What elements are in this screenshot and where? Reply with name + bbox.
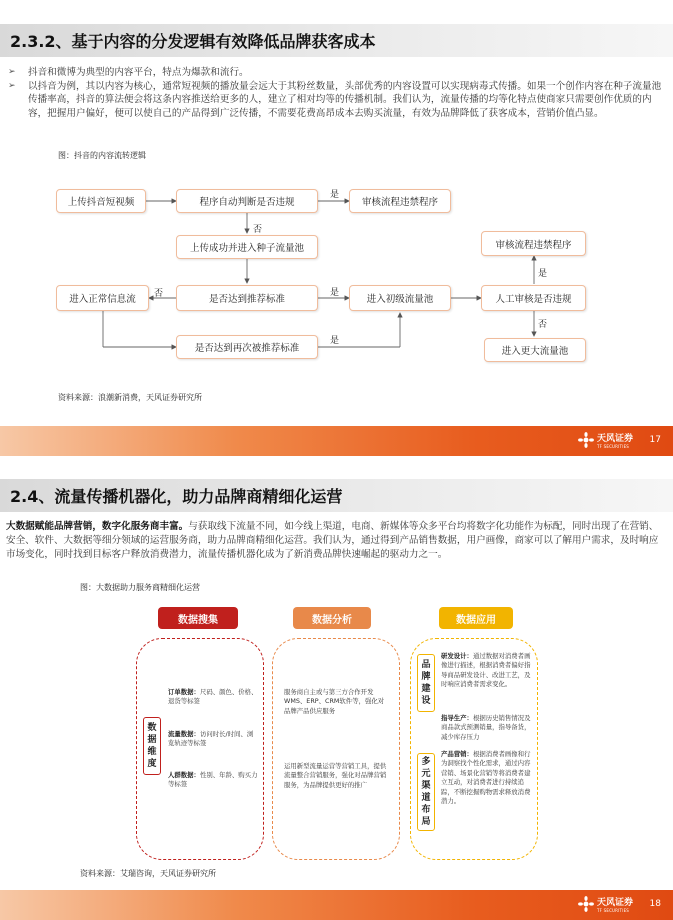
flow-label-yes: 是 (538, 269, 548, 279)
logo-subtitle: TF SECURITIES (596, 908, 630, 913)
page-number: 17 (649, 435, 661, 445)
flow-label-no: 否 (538, 320, 548, 330)
flow-node-upload: 上传抖音短视频 (56, 189, 146, 213)
report-page-18 (0, 460, 673, 920)
flow-node-review-2: 审核流程违禁程序 (481, 231, 586, 256)
apply-channel-label: 多元渠道布局 (417, 753, 435, 831)
flow-node-primary-pool: 进入初级流量池 (349, 285, 451, 311)
flow-node-recommend: 是否达到推荐标准 (176, 285, 318, 311)
apply-item-marketing: 产品营销：根据消费者画像和行为洞察找个性化需求，通过内容营销、场景化营销等将消费者建立互动，对消费者进行持续追踪，不断挖掘购物需求释放消费潜力。 (441, 750, 531, 806)
column-header-collect: 数据搜集 (158, 607, 238, 629)
logo-name: 天风证券 (596, 898, 633, 908)
body-paragraph (6, 520, 664, 561)
bullet-list (6, 66, 662, 120)
flow-node-review: 审核流程违禁程序 (349, 189, 451, 213)
flow-label-no: 否 (253, 225, 263, 235)
logo-name: 天风证券 (596, 434, 633, 444)
para-body: 与获取线下流量不同，如今线上渠道，电商、新媒体等众多平台均将数字化功能作为标配，同时出现了在营销、安全、软件、大数据等细分领域的运营服务商，助力品牌商精细化运营。我们认为，通过得到产品销售数据，用户画像，商家可以了解用户需求，及时响应市场变化，同时找到目标客户释放消费潜力，流量传播机器化成为了新消费品牌快速崛起的驱动力之一。 (6, 521, 659, 560)
column-header-analysis: 数据分析 (293, 607, 371, 629)
source-note: 资料来源：艾瑞咨询，天风证券研究所 (80, 869, 216, 878)
collect-dimension-label: 数据维度 (143, 717, 161, 775)
collect-item-audience: 人群数据：性别、年龄、购买力等标签 (168, 771, 258, 789)
analysis-item-software: 服务商自主或与第三方合作开发WMS、ERP、CRM软件等，强化对品牌产品供应服务 (284, 688, 385, 715)
section-title-band (0, 479, 673, 512)
bullet-item: ➢ 抖音和微博为典型的内容平台，特点为爆款和流行。 (8, 67, 249, 78)
footer-band (0, 890, 673, 920)
flow-node-bigger-pool: 进入更大流量池 (484, 338, 586, 362)
tf-securities-logo-icon (578, 896, 594, 912)
bullet-item: ➢ 以抖音为例，其以内容为核心，通常短视频的播放量会远大于其粉丝数量，头部优秀的内容设置可以实现病毒式传播。如果一个创作内容在种子流量池传播率高，抖音的算法便会将这条内容推送给更多的人，建立了相对均等的传播机制。我们认为，流量传播的均等化特点使商家只需要创作优质的内容，把握用户偏好，便可以使自己的产品得到广泛传播，不需要花费高昂成本去购买流量，有效为品牌降低了获客成本，营销价值凸显。 (8, 80, 662, 119)
page-number: 18 (649, 899, 661, 909)
collect-item-order: 订单数据：尺码、颜色、价格、退货等标签 (168, 688, 258, 706)
flow-label-yes: 是 (330, 336, 340, 346)
flow-node-auto-check: 程序自动判断是否违规 (176, 189, 318, 213)
collect-item-traffic: 流量数据：访问时长/时间、浏览轨迹等标签 (168, 730, 254, 748)
flow-node-manual-review: 人工审核是否违规 (481, 285, 586, 311)
apply-item-production: 指导生产：根据历史销售情况及商品款式预测销量，指导备货，减少库存压力 (441, 714, 531, 741)
flow-node-seed-pool: 上传成功并进入种子流量池 (176, 235, 318, 259)
arrow-bullet-icon: ➢ (8, 80, 16, 91)
section-title: 2.3.2、基于内容的分发逻辑有效降低品牌获客成本 (10, 32, 376, 51)
footer-logo (578, 431, 633, 449)
arrow-bullet-icon: ➢ (8, 67, 16, 77)
panel-analysis (272, 638, 400, 860)
flow-label-no: 否 (154, 289, 164, 299)
column-header-apply: 数据应用 (439, 607, 513, 629)
footer-band (0, 426, 673, 456)
analysis-item-traffic-tools: 运用新型流量运营等营销工具，提供流量整合营销服务，强化对品牌营销服务，为品牌提供更好的推广 (284, 762, 387, 789)
flow-label-yes: 是 (330, 288, 340, 298)
apply-brand-building-label: 品牌建设 (417, 654, 435, 712)
tf-securities-logo-icon (578, 432, 594, 448)
apply-item-rnd: 研发设计：通过数据对消费者画像进行描述，根据消费者偏好指导商品研发设计、改进工艺，及时响应消费者需求变化。 (441, 652, 531, 689)
figure-caption: 图：大数据助力服务商精细化运营 (80, 583, 200, 592)
source-note: 资料来源：浪潮新消费，天风证券研究所 (58, 393, 202, 402)
flow-node-again: 是否达到再次被推荐标准 (176, 335, 318, 359)
figure-caption: 图：抖音的内容流转逻辑 (58, 151, 146, 160)
logo-subtitle: TF SECURITIES (596, 444, 630, 449)
section-title: 2.4、流量传播机器化，助力品牌商精细化运营 (10, 487, 343, 506)
flow-label-yes: 是 (330, 190, 340, 200)
footer-logo (578, 895, 633, 913)
section-title-band (0, 24, 673, 57)
flow-node-normal-feed: 进入正常信息流 (56, 285, 149, 311)
para-lead: 大数据赋能品牌营销，数字化服务商丰富。 (6, 521, 189, 532)
